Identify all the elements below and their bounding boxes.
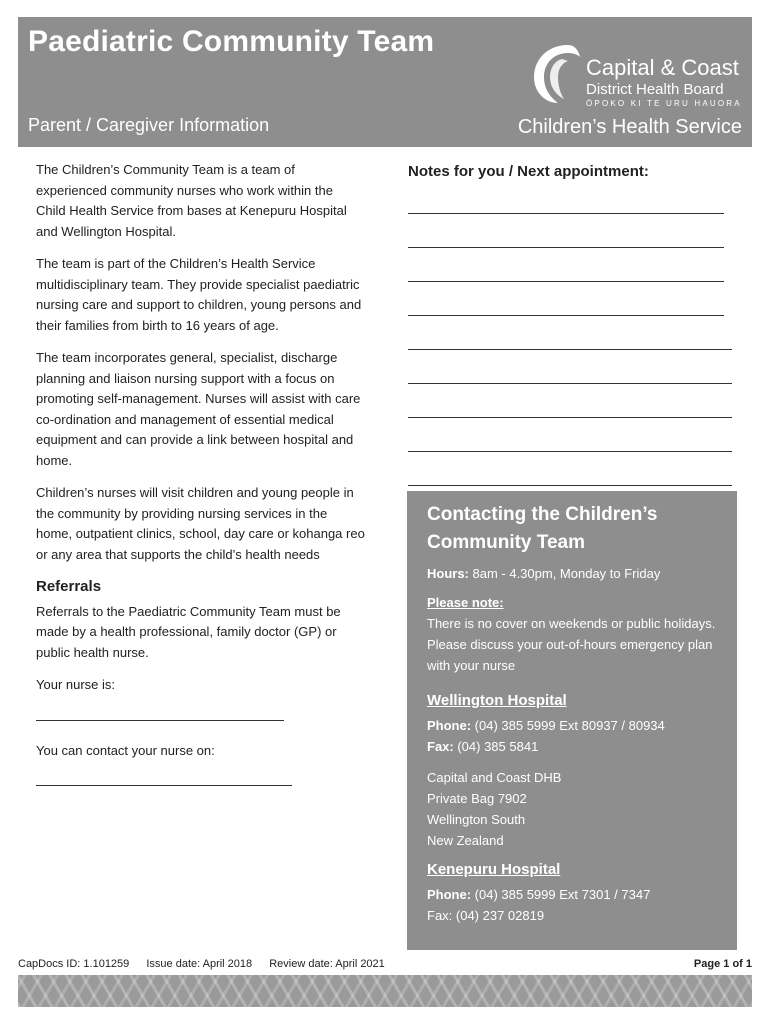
intro-paragraph-4: Children’s nurses will visit children and young people in the community by providing nursing services in the home, outpatient clinics, school, day care or kohanga reo or any area that supports the child’s health needs — [36, 485, 365, 562]
kenepuru-hospital-heading: Kenepuru Hospital — [427, 861, 561, 878]
header-banner — [18, 17, 752, 147]
wellington-hospital-heading: Wellington Hospital — [427, 692, 567, 709]
document-footer — [18, 958, 752, 972]
intro-paragraph-1: The Children’s Community Team is a team of experienced community nurses who work within the Child Health Service from bases at Kenepuru Hospital and Wellington Hospital. — [36, 162, 347, 239]
address-line: Wellington South — [427, 812, 526, 827]
page-title: Paediatric Community Team — [28, 25, 435, 58]
wellington-phone-value: (04) 385 5999 Ext 80937 / 80934 — [471, 718, 665, 733]
wellington-fax-label: Fax: — [427, 739, 454, 754]
note-line[interactable] — [408, 220, 724, 248]
logo-name-line2: District Health Board — [586, 81, 724, 98]
wellington-phone-label: Phone: — [427, 718, 472, 733]
hours-label: Hours: — [427, 566, 469, 581]
intro-paragraph-3: The team incorporates general, specialist, discharge planning and liaison nursing support with a focus on promoting self-management. Nurses will assist with care co-ordination and management of essential medical equipment and can provide a link between hospital and home. — [36, 350, 361, 468]
capdocs-id: CapDocs ID: 1.101259 — [18, 958, 130, 970]
page-number: Page 1 of 1 — [693, 958, 752, 970]
note-line[interactable] — [408, 424, 732, 452]
logo-name-line1: Capital & Coast — [586, 55, 739, 80]
notes-heading: Notes for you / Next appointment: — [408, 163, 649, 180]
nurse-label: Your nurse is: — [36, 677, 116, 692]
wellington-fax-value: (04) 385 5841 — [453, 739, 539, 754]
nurse-contact-line[interactable] — [36, 767, 292, 786]
service-label: Children’s Health Service — [517, 116, 742, 138]
logo-tagline: ŌPOKO KI TE URU HAUORA — [586, 99, 742, 108]
koru-logo-icon — [528, 39, 580, 107]
wellington-phone-row — [427, 715, 717, 736]
note-line[interactable] — [408, 186, 724, 214]
please-note-text: There is no cover on weekends or public holidays. Please discuss your out-of-hours emergency plan with your nurse — [427, 616, 716, 673]
hours-value: 8am - 4.30pm, Monday to Friday — [468, 566, 661, 581]
decorative-pattern-band — [18, 975, 752, 1007]
referrals-text: Referrals to the Paediatric Community Team must be made by a health professional, family doctor (GP) or public health nurse. — [36, 603, 341, 660]
note-line[interactable] — [408, 458, 732, 486]
address-line: New Zealand — [427, 833, 504, 848]
note-line[interactable] — [408, 254, 724, 282]
please-note-label: Please note: — [427, 595, 504, 610]
hours-row — [427, 563, 717, 584]
contact-panel — [407, 491, 737, 950]
kenepuru-fax-row: Fax: (04) 237 02819 — [427, 908, 545, 923]
note-line[interactable] — [408, 390, 732, 418]
kenepuru-phone-row — [427, 884, 717, 905]
kenepuru-phone-label: Phone: — [427, 887, 472, 902]
note-line[interactable] — [408, 356, 732, 384]
document-meta — [18, 958, 752, 970]
review-date: Review date: April 2021 — [269, 958, 385, 970]
intro-column — [36, 160, 366, 806]
address-line: Private Bag 7902 — [427, 791, 527, 806]
contact-nurse-label: You can contact your nurse on: — [36, 742, 215, 758]
audience-label: Parent / Caregiver Information — [28, 115, 270, 135]
referrals-heading: Referrals — [36, 578, 102, 595]
issue-date: Issue date: April 2018 — [146, 958, 253, 970]
note-line[interactable] — [408, 322, 732, 350]
notes-section — [408, 163, 733, 486]
address-line: Capital and Coast DHB — [427, 770, 562, 785]
contact-heading: Contacting the Children’s Community Team — [427, 504, 658, 553]
cchb-logo — [528, 39, 740, 109]
nurse-name-line[interactable] — [36, 702, 284, 721]
note-line[interactable] — [408, 288, 724, 316]
intro-paragraph-2: The team is part of the Children’s Health Service multidisciplinary team. They provide specialist paediatric nursing care and support to children, young persons and their families from birth to 16 years of age. — [36, 256, 362, 333]
wellington-fax-row — [427, 736, 717, 757]
kenepuru-phone-value: (04) 385 5999 Ext 7301 / 7347 — [471, 887, 651, 902]
